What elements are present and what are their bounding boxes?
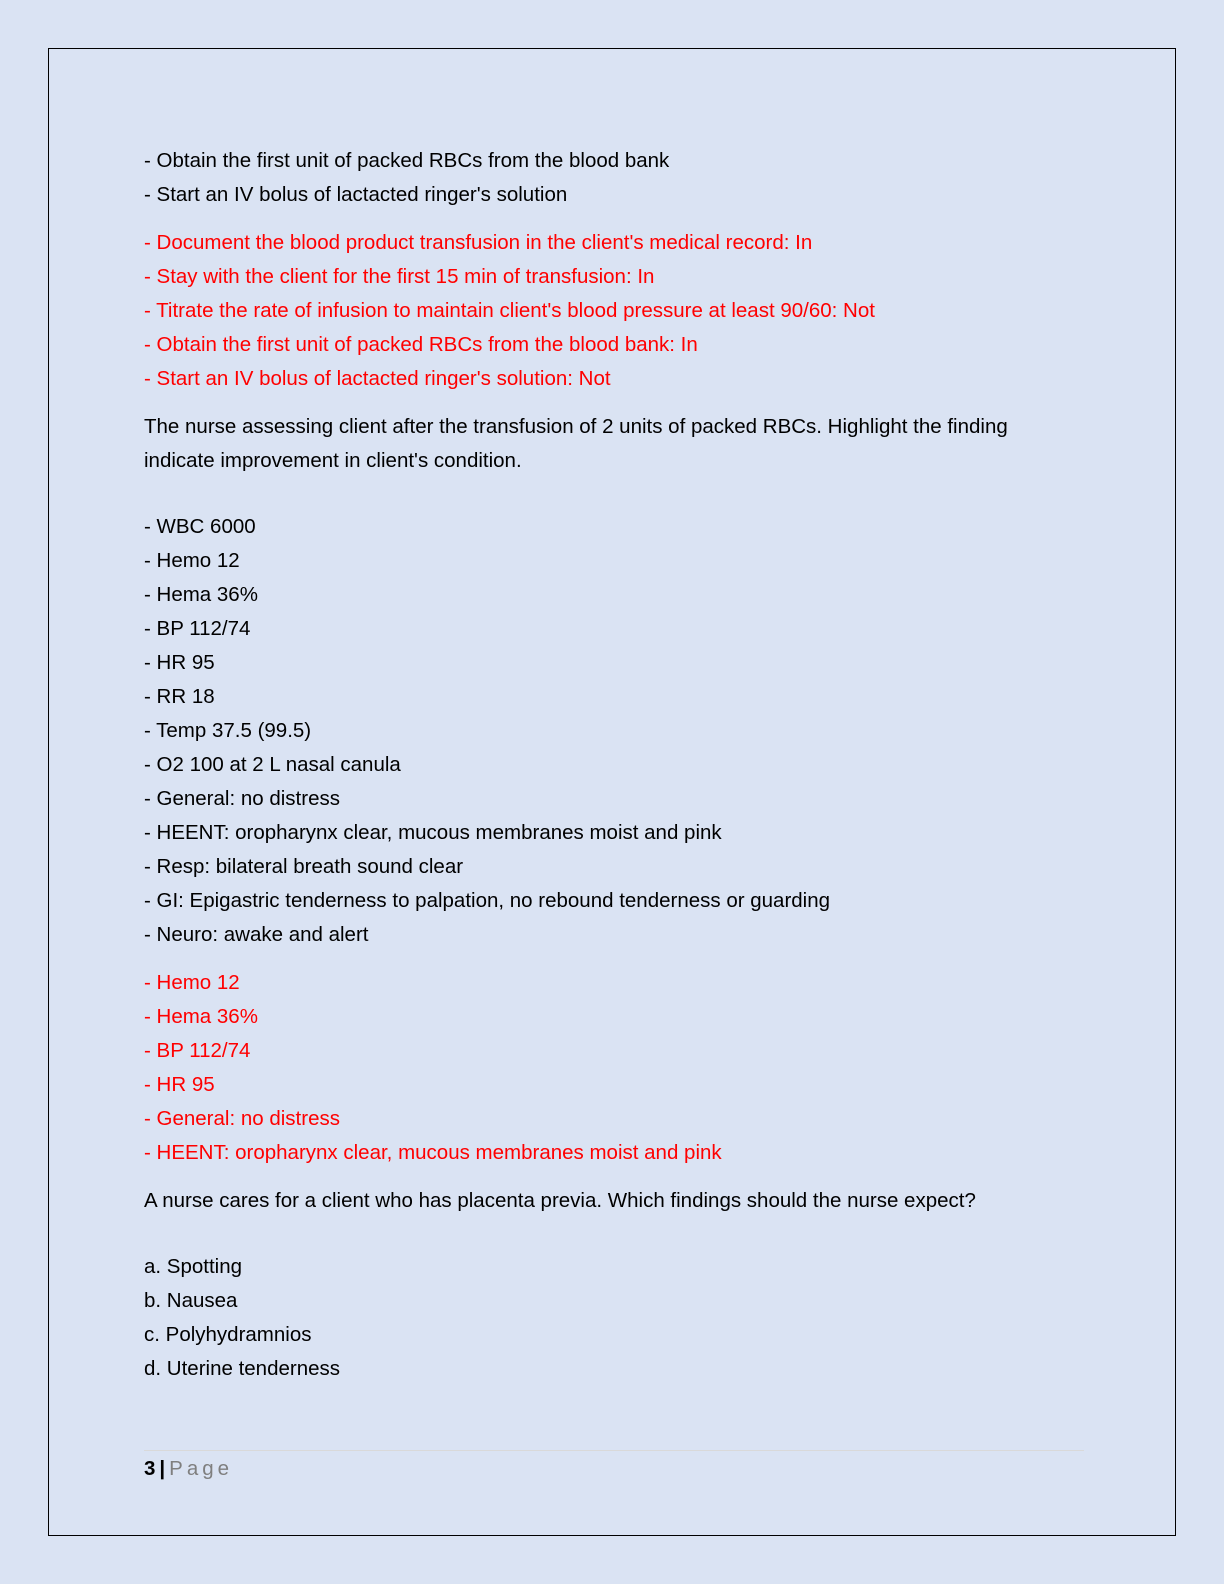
finding-item: - BP 112/74	[144, 617, 251, 640]
finding-item: - O2 100 at 2 L nasal canula	[144, 753, 401, 776]
answer-item: - Start an IV bolus of lactacted ringer's solution: Not	[144, 367, 611, 390]
answer-item: - Hemo 12	[144, 971, 240, 994]
footer-divider	[144, 1450, 1084, 1451]
answer-item: - Document the blood product transfusion in the client's medical record: In	[144, 231, 813, 254]
page-label: Page	[169, 1457, 234, 1480]
option-item: b. Nausea	[144, 1289, 238, 1312]
option-item: d. Uterine tenderness	[144, 1357, 341, 1380]
section1-answer-list	[144, 226, 1084, 396]
question2-findings-list	[144, 510, 1084, 952]
question2-answer-list	[144, 966, 1084, 1170]
finding-item: - WBC 6000	[144, 515, 256, 538]
answer-item: - HR 95	[144, 1073, 215, 1096]
document-body	[144, 144, 1084, 1386]
answer-item: - HEENT: oropharynx clear, mucous membranes moist and pink	[144, 1141, 722, 1164]
footer-separator: |	[159, 1457, 166, 1480]
answer-item: - BP 112/74	[144, 1039, 251, 1062]
finding-item: - GI: Epigastric tenderness to palpation, no rebound tenderness or guarding	[144, 889, 831, 912]
finding-item: - RR 18	[144, 685, 215, 708]
finding-item: - Temp 37.5 (99.5)	[144, 719, 312, 742]
answer-item: - Titrate the rate of infusion to maintain client's blood pressure at least 90/60: Not	[144, 299, 875, 322]
finding-item: - Resp: bilateral breath sound clear	[144, 855, 464, 878]
finding-item: - Neuro: awake and alert	[144, 923, 369, 946]
finding-item: - HR 95	[144, 651, 215, 674]
finding-item: - Hema 36%	[144, 583, 258, 606]
list-item: - Start an IV bolus of lactacted ringer's solution	[144, 183, 568, 206]
answer-item: - General: no distress	[144, 1107, 340, 1130]
answer-item: - Stay with the client for the first 15 min of transfusion: In	[144, 265, 655, 288]
finding-item: - Hemo 12	[144, 549, 240, 572]
page-footer	[144, 1455, 233, 1483]
finding-item: - General: no distress	[144, 787, 340, 810]
question3-options-list	[144, 1250, 1084, 1386]
question2-prompt: The nurse assessing client after the transfusion of 2 units of packed RBCs. Highlight the finding indicate improvement in client's condition.	[144, 415, 1008, 472]
answer-item: - Hema 36%	[144, 1005, 258, 1028]
section1-plain-list	[144, 144, 1084, 212]
option-item: a. Spotting	[144, 1255, 243, 1278]
page-number: 3	[144, 1457, 156, 1480]
finding-item: - HEENT: oropharynx clear, mucous membranes moist and pink	[144, 821, 722, 844]
question3-prompt: A nurse cares for a client who has placenta previa. Which findings should the nurse expect?	[144, 1189, 976, 1212]
answer-item: - Obtain the first unit of packed RBCs from the blood bank: In	[144, 333, 698, 356]
option-item: c. Polyhydramnios	[144, 1323, 312, 1346]
list-item: - Obtain the first unit of packed RBCs from the blood bank	[144, 149, 670, 172]
